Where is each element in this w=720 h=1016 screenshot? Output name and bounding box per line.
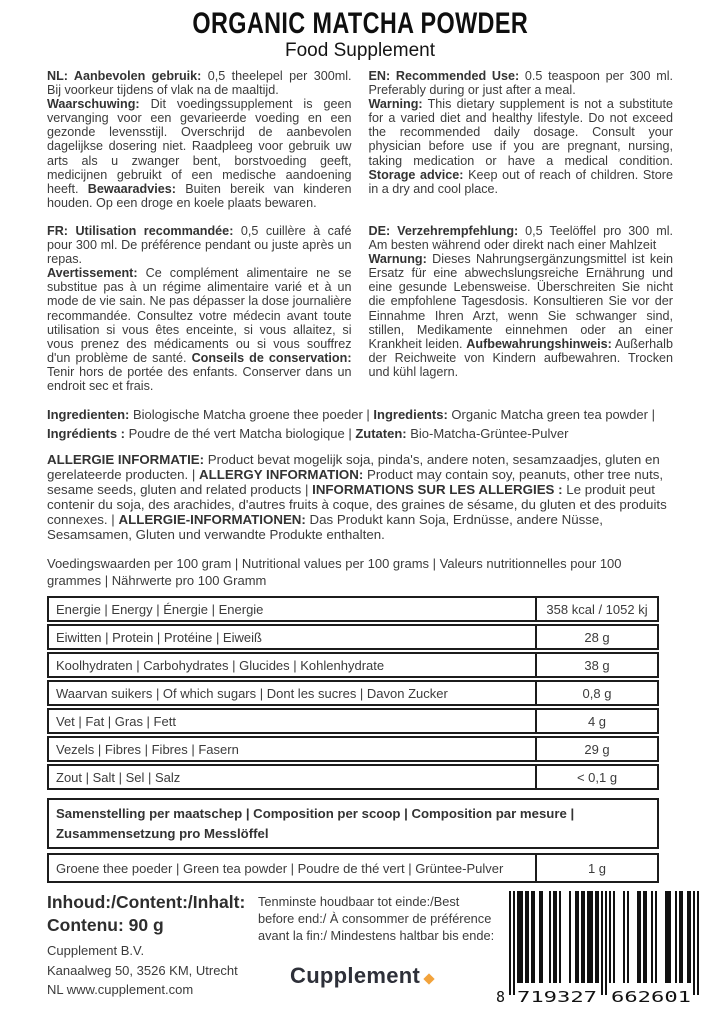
row-value: 28 g [535,626,657,648]
content-label-line2: Contenu: 90 g [47,915,164,936]
usage-de-warning-text: Dieses Nahrungsergänzungsmittel ist kein Ersatz für eine abwechslungsreiche Ernährung und eine gesunde Lebensweise. Überschreiten Sie nicht die empfohlene Tagesdosis. Konsultieren Sie vor der Einnahme Ihren Arzt, wenn Sie schwanger sind, stillen, Medikamente einnehmen oder an einer Krankheit leiden. [368,252,673,351]
row-value: < 0,1 g [535,766,657,788]
allergy-label-de: ALLERGIE-INFORMATIONEN: [118,512,306,528]
barcode-digits-left: 719327 [517,988,597,1005]
content-and-company [47,891,262,1000]
usage-en-p2 [369,97,674,196]
usage-en-warning-text: This dietary supplement is not a substitute for a varied diet and healthy lifestyle. Do not exceed the recommended daily dosage. Consult your physician before use if you are pregnant, nursing, taking medication or have a medical condition. [368,97,673,168]
company-website: NL www.cupplement.com [47,982,194,998]
company-street: Kanaalweg 50, 3526 KM, Utrecht [47,962,238,978]
cupplement-logo [290,963,433,989]
usage-block-de [369,224,674,393]
usage-fr-storage-label: Conseils de conservation: [191,350,352,365]
row-label: Vezels | Fibres | Fibres | Fasern [56,741,239,757]
scoop-table-header: Samenstelling per maatschep | Composition per scoop | Composition par mesure | Zusammensetzung pro Messlöffel [47,798,659,849]
usage-de-p2 [369,252,674,379]
row-label: Eiwitten | Protein | Protéine | Eiweiß [56,629,262,645]
allergy-label-fr: INFORMATIONS SUR LES ALLERGIES : [312,482,563,498]
usage-en-warning-label: Warning: [368,97,423,112]
usage-de-warning-label: Warnung: [368,252,427,267]
table-row-green-tea-powder [47,853,659,883]
usage-nl-p1-label: NL: Aanbevolen gebruik: [47,69,202,83]
nutrition-values-intro: Voedingswaarden per 100 gram | Nutritional values per 100 grams | Valeurs nutritionnelles pour 100 grammes | Nährwerte pro 100 Gramm [47,556,622,589]
ingredients-line [47,406,673,443]
row-value: 0,8 g [535,682,657,704]
usage-block-nl [47,69,352,210]
ingredients-text-fr: Poudre de thé vert Matcha biologique | [125,425,356,441]
usage-nl-warning-text: Dit voedingssupplement is geen vervanging voor een gevarieerde voeding en een gezonde levensstijl. Overschrijd de aanbevolen dagelijkse dosering niet. Raadpleeg voor gebruik uw arts als u zwanger bent, borstvoeding geeft, medicijnen gebruikt of een medische aandoening heeft. [47,97,352,196]
ingredients-label-de: Zutaten: [355,425,407,441]
logo-wordmark: Cupplement [290,963,421,989]
usage-fr-storage-text: Tenir hors de portée des enfants. Conserver dans un endroit sec et frais. [47,364,352,393]
barcode-digits-right: 662601 [611,988,691,1005]
allergy-info [47,452,673,542]
allergy-text-nl: Product bevat mogelijk soja, pinda's, andere noten, sesamzaadjes, gluten en gerelateerde producten. | [47,452,660,483]
usage-de-p1 [369,224,674,252]
row-label: Koolhydraten | Carbohydrates | Glucides | Kohlenhydrate [56,657,385,673]
ingredients-label-en: Ingredients: [373,407,448,423]
table-row-salt [47,764,659,790]
logo-diamond-icon [423,973,434,984]
allergy-text-en: Product may contain soy, peanuts, other tree nuts, sesame seeds, gluten and related products | [47,467,664,498]
ean-barcode [495,891,707,1009]
usage-block-fr [47,224,352,393]
row-value: 358 kcal / 1052 kj [535,598,657,620]
product-title: ORGANIC MATCHA POWDER [192,7,528,40]
usage-de-storage-label: Aufbewahrungshinweis: [466,336,612,351]
allergy-label-en: ALLERGY INFORMATION: [199,467,364,483]
ingredients-text-en: Organic Matcha green tea powder | [447,407,655,423]
usage-nl-storage-text: Buiten bereik van kinderen houden. Op een droge en koele plaats bewaren. [47,181,352,210]
company-address [47,941,262,1000]
usage-nl-p1-text: 0,5 theelepel per 300ml. Bij voorkeur tijdens of vlak na de maaltijd. [47,69,352,98]
ingredients-label-nl: Ingredienten: [47,407,130,423]
row-value: 1 g [535,855,657,881]
usage-nl-storage-label: Bewaaradvies: [87,181,176,196]
usage-de-storage-text: Außerhalb der Reichweite von Kindern aufbewahren. Trocken und kühl lagern. [368,336,673,379]
ingredients-text-de: Bio-Matcha-Grüntee-Pulver [406,425,569,441]
row-label: Groene thee poeder | Green tea powder | Poudre de thé vert | Grüntee-Pulver [56,860,504,876]
usage-en-p1 [369,69,674,97]
header [47,8,673,62]
table-row-fibres [47,736,659,762]
company-name: Cupplement B.V. [47,943,145,959]
usage-en-p1-text: 0.5 teaspoon per 300 ml. Preferably during or just after a meal. [368,69,673,98]
usage-en-storage-text: Keep out of reach of children. Store in a dry and cool place. [368,167,674,196]
usage-de-p1-label: DE: Verzehrempfehlung: [368,223,519,238]
row-label: Energie | Energy | Énergie | Energie [56,601,264,617]
usage-en-p1-label: EN: Recommended Use: [368,69,520,83]
row-label: Vet | Fat | Gras | Fett [56,713,176,729]
row-label: Zout | Salt | Sel | Salz [56,769,181,785]
usage-nl-warning-label: Waarschuwing: [47,97,140,112]
usage-de-p1-text: 0,5 Teelöffel pro 300 ml. Am besten während oder direkt nach einer Mahlzeit [368,223,673,253]
usage-fr-warning-text: Ce complément alimentaire ne se substitue pas à un régime alimentaire varié et à un mode de vie sain. Ne pas dépasser la dose journalière recommandée. Consultez votre médecin avant toute utilisation si vous êtes enceinte, si vous allaitez, si vous prenez des médicaments ou si vous souffrez d'un problème de santé. [47,266,352,365]
usage-fr-warning-label: Avertissement: [47,266,138,281]
row-value: 29 g [535,738,657,760]
allergy-text-fr: Le produit peut contenir du soja, des arachides, d'autres fruits à coque, des graines de sésame, du gluten et des produits connexes. | [47,482,667,528]
row-value: 4 g [535,710,657,732]
allergy-label-nl: ALLERGIE INFORMATIE: [47,452,205,468]
title-row [47,8,673,40]
usage-row-fr-de [47,224,673,393]
nutrition-table [47,596,659,790]
best-before-text: Tenminste houdbaar tot einde:/Best before end:/ À consommer de préférence avant la fin:/ Mindestens haltbar bis ende: [258,894,495,944]
usage-row-nl-en [47,69,673,210]
barcode-digit-lead: 8 [496,988,506,1005]
usage-fr-p2 [47,266,352,393]
row-value: 38 g [535,654,657,676]
content-label-line1: Inhoud:/Content:/Inhalt: [47,892,246,913]
product-subtitle: Food Supplement [285,40,435,61]
usage-fr-p1-text: 0,5 cuillère à café pour 300 ml. De préférence pendant ou juste après un repas. [47,223,352,267]
usage-nl-p2 [47,97,352,210]
usage-fr-p1 [47,224,352,266]
allergy-text-de: Das Produkt kann Soja, Erdnüsse, andere Nüsse, Sesamsamen, Gluten und verwandte Produkte enthalten. [47,512,603,543]
usage-nl-p1 [47,69,352,97]
usage-block-en [369,69,674,210]
table-row-fat [47,708,659,734]
usage-fr-p1-label: FR: Utilisation recommandée: [47,223,234,238]
table-row-sugars [47,680,659,706]
ingredients-text-nl: Biologische Matcha groene thee poeder | [129,407,374,423]
table-row-protein [47,624,659,650]
table-row-energy [47,596,659,622]
usage-en-storage-label: Storage advice: [368,167,464,182]
barcode-bars [495,891,707,1004]
table-row-carbohydrates [47,652,659,678]
scoop-table [47,798,659,883]
row-label: Waarvan suikers | Of which sugars | Dont les sucres | Davon Zucker [56,685,448,701]
ingredients-label-fr: Ingrédients : [47,425,126,441]
bottom-section [47,891,691,1016]
